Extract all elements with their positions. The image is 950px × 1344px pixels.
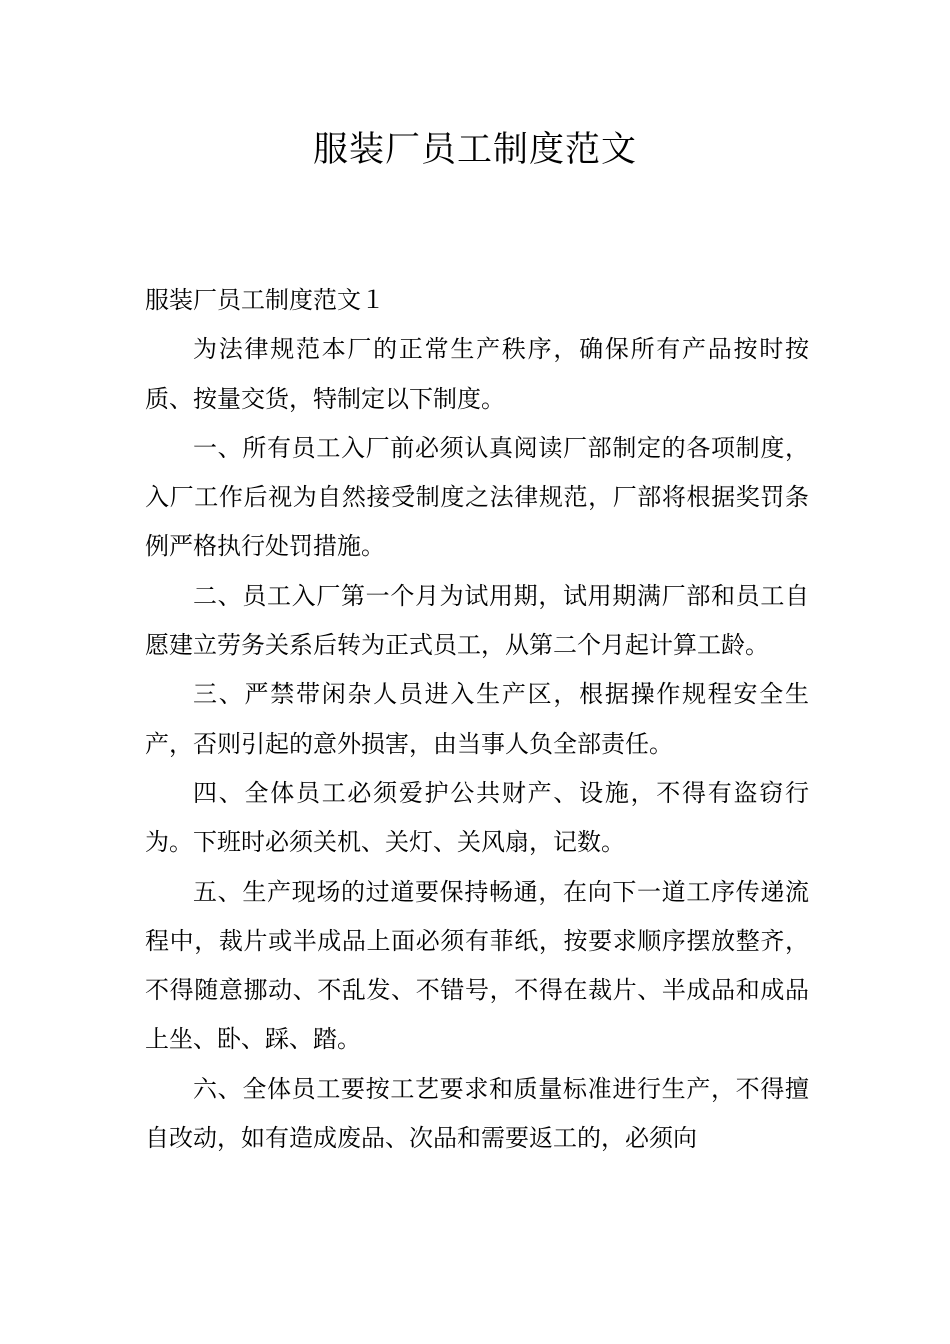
paragraph-rule-6: 六、全体员工要按工艺要求和质量标准进行生产，不得擅自改动，如有造成废品、次品和需要返工的，必须向 <box>145 1074 809 1153</box>
paragraph-intro: 为法律规范本厂的正常生产秩序，确保所有产品按时按质、按量交货，特制定以下制度。 <box>145 335 809 413</box>
paragraph-rule-3: 三、严禁带闲杂人员进入生产区，根据操作规程安全生产，否则引起的意外损害，由当事人负全部责任。 <box>145 680 809 758</box>
paragraph-rule-1: 一、所有员工入厂前必须认真阅读厂部制定的各项制度，入厂工作后视为自然接受制度之法律规范，厂部将根据奖罚条例严格执行处罚措施。 <box>145 433 809 561</box>
document-title: 服装厂员工制度范文 <box>312 130 637 170</box>
section-heading: 服装厂员工制度范文１ <box>145 286 385 314</box>
paragraph-rule-5: 五、生产现场的过道要保持畅通，在向下一道工序传递流程中，裁片或半成品上面必须有菲纸，按要求顺序摆放整齐，不得随意挪动、不乱发、不错号，不得在裁片、半成品和成品上坐、卧、踩、踏。 <box>145 877 809 1054</box>
paragraph-rule-4: 四、全体员工必须爱护公共财产、设施，不得有盗窃行为。下班时必须关机、关灯、关风扇，记数。 <box>145 778 809 857</box>
document-body <box>145 276 809 1163</box>
paragraph-rule-2: 二、员工入厂第一个月为试用期，试用期满厂部和员工自愿建立劳务关系后转为正式员工，从第二个月起计算工龄。 <box>145 581 809 660</box>
